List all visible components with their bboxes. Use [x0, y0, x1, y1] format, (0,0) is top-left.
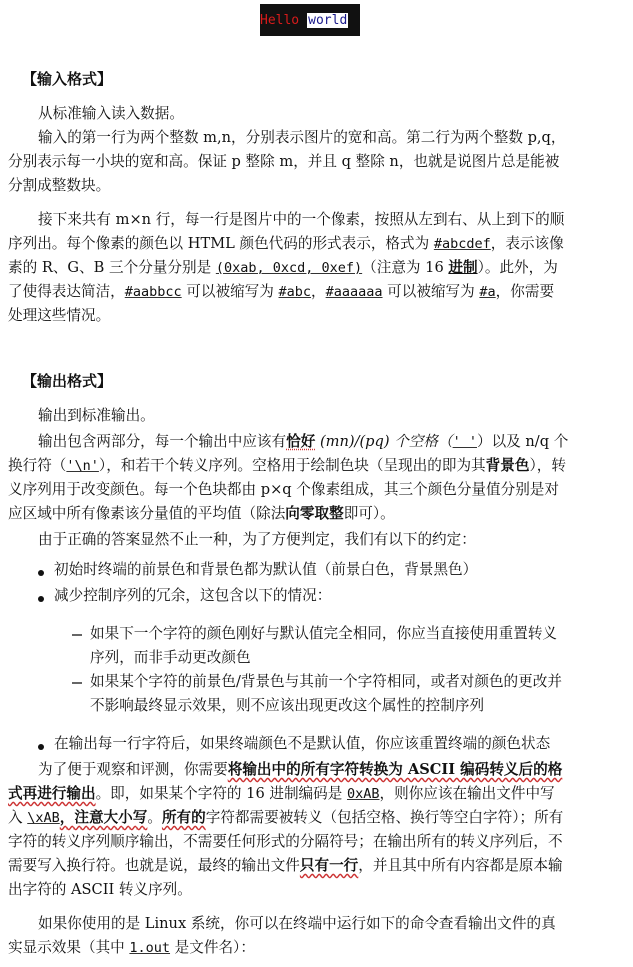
text: ），转 [529, 457, 566, 474]
output-p1: 输出到标准输出。 [38, 407, 155, 424]
output-p2-line1 [38, 432, 568, 452]
text: 素的 R、G、B 三个分量分别是 [8, 259, 216, 276]
code-abc: #abc [278, 284, 312, 300]
text: 应区域中所有像素该分量值的平均值（除法 [8, 505, 286, 522]
sub-item-2-line2: 不影响最终显示效果，则不应该出现更改这个属性的控制序列 [90, 697, 485, 714]
text: 需要写入换行符。也就是说，最终的输出文件 [8, 857, 300, 874]
text: 实显示效果（其中 [8, 939, 130, 956]
code-space: ' ' [452, 434, 477, 450]
input-p3-line2 [8, 234, 564, 254]
hex-emphasis: 进制 [448, 259, 478, 276]
input-p3-line4 [8, 282, 554, 302]
terminal-selected-text: world [308, 12, 348, 28]
text: 。即，如果某个字符的 16 进制编码是 [95, 785, 347, 802]
input-p2-line1: 输入的第一行为两个整数 m,n，分别表示图片的宽和高。第二行为两个整数 p,q， [38, 129, 566, 146]
sub-item-1-line1: 如果下一个字符的颜色刚好与默认值完全相同，你应当直接使用重置转义 [90, 625, 558, 642]
round-toward-zero-emphasis: 向零取整 [285, 505, 344, 522]
bullet-1: 初始时终端的前景色和背景色都为默认值（前景白色，背景黑色） [54, 561, 478, 578]
text: 换行符（ [8, 457, 67, 474]
code-abcdef: #abcdef [433, 236, 491, 252]
text: ）以及 n/q 个 [476, 433, 569, 450]
output-p4-line5 [8, 856, 563, 876]
exactly-emphasis: 恰好 [286, 433, 316, 450]
code-xab: \xAB [27, 810, 60, 826]
output-p4-line1 [38, 760, 562, 780]
output-p4-line6: 出字符的 ASCII 转义序列。 [8, 881, 192, 898]
output-p2-line3: 义序列用于改变颜色。每一个色块都由 p×q 个像素组成，其三个颜色分量值分别是对 [8, 481, 559, 498]
text: 了使得表达简洁， [8, 283, 125, 300]
bullet-2: 减少控制序列的冗余，这包含以下的情况： [54, 587, 332, 604]
text: ，并且其中所有内容都是原本输 [358, 857, 563, 874]
text: 可以被缩写为 [181, 283, 279, 300]
terminal-red-text: Hello [260, 12, 300, 28]
sub-dash-2 [72, 682, 82, 684]
background-emphasis: 背景色 [485, 457, 530, 474]
output-p4-line3 [8, 808, 563, 828]
text: 输出包含两部分，每一个输出中应该有 [38, 433, 287, 450]
sub-item-2-line1: 如果某个字符的前景色/背景色与其前一个字符相同，或者对颜色的更改并 [90, 673, 562, 690]
input-format-heading: 【输入格式】 [22, 70, 113, 88]
code-0xab: 0xAB [346, 786, 380, 802]
text: ，你需要 [495, 283, 555, 300]
escape-emphasis-1: 将输出中的所有字符转换为 ASCII 编码转义后的格 [227, 761, 563, 778]
bullet-dot-3 [38, 744, 44, 750]
bullet-3: 在输出每一行字符后，如果终端颜色不是默认值，你应该重置终端的颜色状态 [54, 735, 551, 752]
text: ，表示该像 [490, 235, 564, 252]
output-format-heading: 【输出格式】 [22, 372, 113, 390]
single-line-emphasis: 只有一行 [299, 857, 359, 874]
text: 可以被缩写为 [382, 283, 480, 300]
code-aabbcc: #aabbcc [124, 284, 182, 300]
code-tuple: (0xab, 0xcd, 0xef) [215, 260, 363, 276]
bullet-dot-2 [38, 596, 44, 602]
sub-item-1-line2: 序列，而非手动更改颜色 [90, 649, 251, 666]
sub-dash-1 [72, 634, 82, 636]
code-1out: 1.out [129, 940, 171, 956]
text: 入 [8, 809, 28, 826]
input-p2-line3: 分割成整数块。 [8, 177, 111, 194]
text: ，则你应该在输出文件中写 [379, 785, 555, 802]
code-newline: '\n' [66, 458, 99, 474]
input-p2-line2: 分别表示每一小块的宽和高。保证 p 整除 m，并且 q 整除 n，也就是说图片总是能被 [8, 153, 560, 170]
input-p1: 从标准输入读入数据。 [38, 105, 184, 122]
text: ），和若干个转义序列。空格用于绘制色块（呈现出的即为其 [98, 457, 486, 474]
output-p4-line4: 字符的转义序列顺序输出，不需要任何形式的分隔符号；在输出所有的转义序列后，不 [8, 833, 563, 850]
all-emphasis: 所有的 [161, 809, 206, 826]
code-aaaaaa: #aaaaaa [325, 284, 383, 300]
text: 序列出。每个像素的颜色以 HTML 颜色代码的形式表示，格式为 [8, 235, 434, 252]
bullet-dot-1 [38, 570, 44, 576]
text: （注意为 16 [362, 259, 449, 276]
terminal-preview [260, 4, 360, 36]
text: 。 [147, 809, 162, 826]
input-p3-line3 [8, 258, 558, 278]
text: ， [311, 283, 326, 300]
text: 即可）。 [343, 505, 395, 522]
input-p3-line5: 处理这些情况。 [8, 307, 111, 324]
text: 为了便于观察和评测，你需要 [38, 761, 228, 778]
output-p4-line2 [8, 784, 555, 804]
output-p3: 由于正确的答案显然不止一种，为了方便判定，我们有以下的约定： [38, 531, 476, 548]
input-p3-line1: 接下来共有 m×n 行，每一行是图片中的一个像素，按照从左到右、从上到下的顺 [38, 211, 565, 228]
output-p2-line2 [8, 456, 566, 476]
text: (mn)/(pq) 个空格（ [315, 433, 453, 450]
output-p5-line2 [8, 938, 255, 958]
code-a: #a [479, 284, 496, 300]
text: 是文件名）： [170, 939, 255, 956]
text: 字符都需要被转义（包括空格、换行等空白字符）；所有 [205, 809, 564, 826]
output-p2-line4 [8, 504, 395, 524]
case-sensitive-emphasis: ，注意大小写 [59, 809, 148, 826]
escape-emphasis-2: 式再进行输出 [8, 785, 96, 802]
text: ）。此外，为 [477, 259, 558, 276]
output-p5-line1: 如果你使用的是 Linux 系统，你可以在终端中运行如下的命令查看输出文件的真 [38, 915, 556, 932]
